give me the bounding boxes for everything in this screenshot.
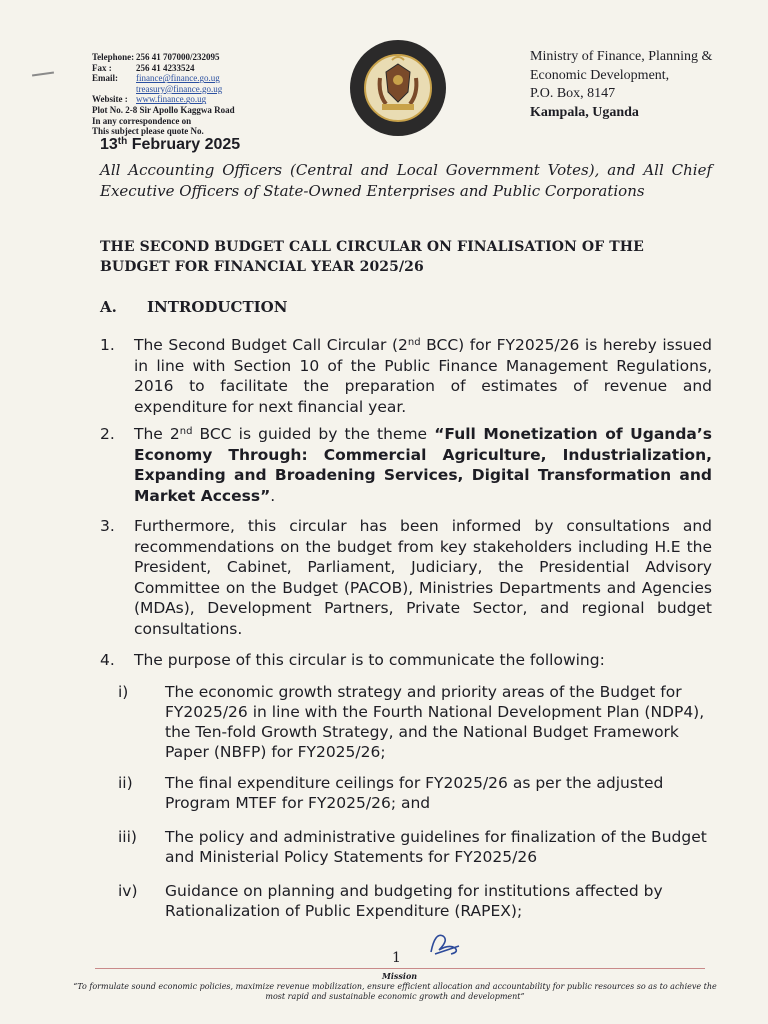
scan-mark — [32, 71, 54, 76]
addressee: All Accounting Officers (Central and Local Government Votes), and All Chief Executive Officers of State-Owned Enterprises and Public Corporations — [100, 161, 712, 200]
contact-fax: Fax : 256 41 4233524 — [92, 62, 195, 73]
contact-email-2 — [92, 84, 235, 95]
contact-website: Website : www.finance.go.ug — [92, 94, 207, 105]
coat-of-arms-seal-icon — [348, 38, 448, 138]
paragraph-2: 2. The 2nd BCC is guided by the theme “Full Monetization of Uganda’s Economy Through: Commercial Agriculture, Industrialization, Expanding and Broadening Services, Digital Transformation and Market Access”. — [100, 425, 712, 505]
paragraph-3: 3. Furthermore, this circular has been informed by consultations and recommendations on the budget from key stakeholders including H.E the President, Cabinet, Parliament, Judiciary, the Presidential Advisory Committee on the Budget (PACOB), Ministries Departments and Agencies (MDAs), Development Partners, Private Sector, and regional budget consultations. — [100, 517, 712, 638]
footer-divider — [95, 968, 705, 969]
list-item: iv) Guidance on planning and budgeting for institutions affected by Rationalization of Public Expenditure (RAPEX); — [118, 882, 663, 920]
contact-email: Email: finance@finance.go.ug — [92, 73, 220, 84]
correspondence-note-2: This subject please quote No. — [92, 126, 204, 137]
mission-statement: “To formulate sound economic policies, maximize revenue mobilization, ensure efficient allocation and accountability for public resources so as to achieve the most rapid and sustainable economic growth and development” — [73, 982, 717, 1001]
paragraph-4: 4. The purpose of this circular is to communicate the following: — [100, 651, 605, 669]
list-item: i) The economic growth strategy and priority areas of the Budget for FY2025/26 in line with the Fourth National Development Plan (NDP4), the Ten-fold Growth Strategy, and the National Budget Framework Paper (NBFP) for FY2025/26; — [118, 683, 705, 761]
mission-label: Mission — [382, 971, 418, 981]
initials-signature-icon — [425, 926, 465, 960]
contact-telephone: Telephone: 256 41 707000/232095 — [92, 52, 220, 62]
letter-date: 13th February 2025 — [100, 136, 241, 153]
section-heading: A. INTRODUCTION — [100, 298, 288, 316]
contact-plot: Plot No. 2-8 Sir Apollo Kaggwa Road — [92, 104, 235, 115]
ministry-address: Ministry of Finance, Planning & Economic Development, P.O. Box, 8147 Kampala, Uganda — [530, 49, 713, 120]
page-number: 1 — [392, 950, 401, 966]
list-item: ii) The final expenditure ceilings for FY2025/26 as per the adjusted Program MTEF for FY2025/26; and — [118, 774, 664, 812]
email-link-finance[interactable]: finance@finance.go.ug — [136, 73, 220, 84]
email-link-treasury[interactable]: treasury@finance.go.ug — [136, 83, 223, 94]
paragraph-1: 1. The Second Budget Call Circular (2nd BCC) for FY2025/26 is hereby issued in line with Section 10 of the Public Finance Management Regulations, 2016 to facilitate the preparation of estimates of revenue and expenditure for next financial year. — [100, 336, 713, 416]
website-link[interactable]: www.finance.go.ug — [136, 94, 207, 105]
document-title: THE SECOND BUDGET CALL CIRCULAR ON FINALISATION OF THE BUDGET FOR FINANCIAL YEAR 2025/26 — [100, 239, 644, 275]
contact-block — [92, 52, 235, 137]
list-item: iii) The policy and administrative guidelines for finalization of the Budget and Ministerial Policy Statements for FY2025/26 — [118, 828, 707, 866]
correspondence-note-1: In any correspondence on — [92, 115, 192, 126]
